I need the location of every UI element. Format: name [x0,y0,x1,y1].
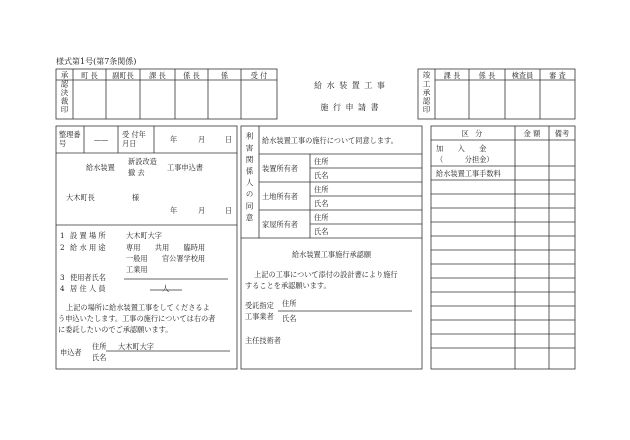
item-2-label: 給 水 用 途 [70,243,106,252]
contractor-name-label: 氏名 [282,314,297,323]
application-month: 月 [198,206,206,215]
item-3-label: 使用者氏名 [70,273,106,282]
fee-header-category: 区 分 [461,129,485,138]
application-lead: 給水装置 [86,163,115,172]
form-title-line2: 施 行 申 請 書 [320,103,380,112]
item-2-value-line2: 一般用 官公署学校用 [126,254,206,263]
item-1-label: 設 置 場 所 [70,231,106,240]
reception-day: 日 [225,135,233,144]
application-day: 日 [225,206,233,215]
fee-row-membership-share: （ 分担金） [436,155,494,164]
house-owner-name: 氏名 [314,227,329,236]
contractor-address-label: 住所 [282,299,297,308]
approval-role-deputy: 副町長 [112,71,134,80]
completion-role-subsection-chief: 係 長 [478,71,496,80]
request-text-1: 上記の場所に給水装置工事をしてくださるよ [66,303,210,312]
applicant-name-label: 氏名 [92,353,107,362]
item-2-value-line3: 工業用 [126,265,148,274]
land-owner-label: 土地所有者 [262,192,298,201]
consent-statement: 給水装置工事の施行について同意します。 [262,136,398,145]
reception-year: 年 [170,135,178,144]
completion-stamp-label: 竣工承認印 [422,71,431,114]
application-tail: 工事申込書 [167,163,203,172]
device-owner-name: 氏名 [314,171,329,180]
consent-vertical-label: 利害関係人の同意 [245,132,254,225]
approval-role-mayor: 町 長 [81,71,98,80]
approval-role-subsection-chief: 係 長 [183,71,200,80]
approval-role-section-chief: 課 長 [149,71,166,80]
device-owner-address: 住所 [314,157,329,166]
contractor-label-1: 受託指定 [245,301,274,310]
fee-row-membership: 加 入 金 [436,144,487,153]
completion-role-section-chief: 課 長 [443,71,461,80]
item-3-num: 3 [60,273,65,282]
item-4-value: 人 [162,284,170,293]
chief-engineer-label: 主任技術者 [245,336,281,345]
applicant-address-value: 大木町大字 [118,342,154,351]
approval-request-text-1: 上記の工事について添付の設計書により施行 [254,270,398,279]
item-1-value: 大木町大字 [126,231,162,240]
item-4-label: 居 住 人 員 [70,284,106,293]
fee-row-construction: 給水装置工事手数料 [436,169,501,178]
application-type-new: 新設改造 [128,157,157,166]
approval-role-staff: 係 [220,71,229,80]
completion-role-reviewer: 審 査 [549,71,566,80]
approval-stamp-label: 承認決裁印 [60,71,69,114]
item-2-num: 2 [60,243,65,252]
seiri-number-value: —— [93,135,109,144]
applicant-label: 申込者 [60,348,82,357]
application-type-removal: 撤 去 [128,168,145,177]
item-2-value: 専用 共用 臨時用 [126,243,206,252]
reception-month: 月 [198,135,206,144]
fee-header-amount: 金 額 [523,129,541,138]
reception-date-label: 受 付年月日 [122,130,146,148]
completion-role-inspector: 検査員 [511,71,534,80]
applicant-address-label: 住所 [92,342,107,351]
land-owner-name: 氏名 [314,199,329,208]
form-number: 様式第1号(第7条関係) [56,57,137,66]
form-title-line1: 給 水 装 置 工 事 [314,81,386,90]
contractor-label-2: 工事業者 [245,312,274,321]
item-1-num: 1 [60,231,65,240]
request-text-3: に委託したいのでご承認願います。 [58,325,173,334]
addressee: 大木町長 [66,193,95,202]
seiri-number-label: 整理番号 [59,130,81,148]
request-text-2: う申込いたします。工事の施行については右の者 [58,314,216,323]
house-owner-label: 家屋所有者 [262,220,298,229]
fee-header-remarks: 備考 [554,129,570,138]
device-owner-label: 装置所有者 [262,164,298,173]
approval-request-text-2: することを承認願います。 [245,281,331,290]
approval-request-title: 給水装置工事施行承認願 [291,250,372,259]
application-year: 年 [170,206,178,215]
land-owner-address: 住所 [314,185,329,194]
approval-role-reception: 受 付 [250,71,268,80]
item-4-num: 4 [60,284,65,293]
addressee-honorific: 様 [132,193,140,202]
house-owner-address: 住所 [314,213,329,222]
